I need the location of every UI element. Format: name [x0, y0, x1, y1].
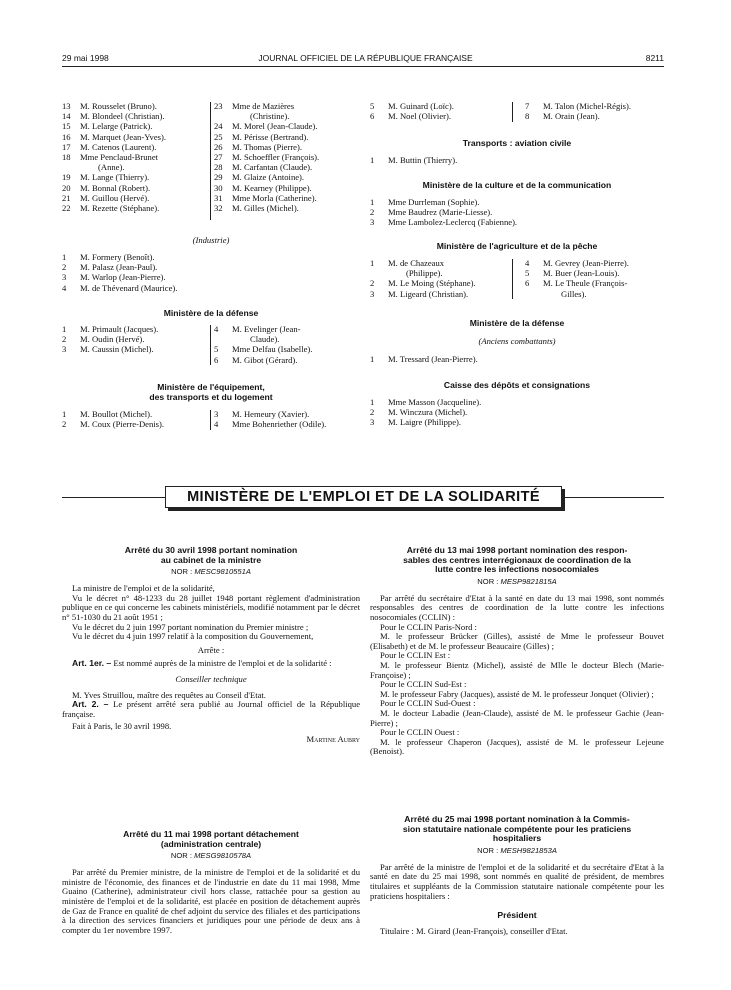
article-title: hospitaliers — [492, 833, 542, 844]
list-item-name: M. Rousselet (Bruno). — [80, 101, 157, 111]
list-item-continuation: (Philippe). — [406, 268, 443, 279]
defense-heading: Ministère de la défense — [163, 308, 259, 318]
list-item-name: M. Boullot (Michel). — [80, 409, 153, 419]
list-item-name: M. Formery (Benoît). — [80, 252, 155, 262]
list-item-number: 27 — [214, 151, 223, 162]
list-item-number: 2 — [370, 278, 375, 289]
transports-list — [370, 155, 664, 165]
list-item-name: M. Marquet (Jean-Yves). — [80, 131, 167, 142]
paragraph: M. le professeur Bientz (Michel), assisté de Mlle le docteur Blech (Marie-Françoise) ; — [370, 659, 664, 680]
list-item — [62, 193, 207, 203]
list-item-number: 6 — [525, 278, 530, 289]
list-item-name: M. Ligeard (Christian). — [388, 288, 469, 299]
list-item-number: 18 — [62, 151, 71, 162]
list-item — [62, 344, 207, 354]
list-item-continuation: (Anne). — [98, 162, 125, 173]
article-title: au cabinet de la ministre — [160, 554, 262, 565]
article-title: sables des centres interrégionaux de coordination de la — [403, 554, 631, 565]
paragraph: M. le professeur Brücker (Gilles), assisté de Mme le professeur Bouvet (Elisabeth) et de M. le professeur Beaucaire (Gilles) ; — [370, 631, 664, 651]
list-item — [62, 152, 207, 162]
list-item — [525, 268, 665, 278]
list-item-number: 31 — [214, 192, 223, 203]
list-item-name: M. Rezette (Stéphane). — [80, 202, 160, 213]
list-item-name: M. Lange (Thierry). — [80, 172, 150, 183]
list-item-name: M. Glaize (Antoine). — [232, 172, 305, 183]
list-item-number: 4 — [525, 258, 530, 268]
list-a-right — [214, 101, 360, 213]
list-item-number: 1 — [370, 397, 375, 407]
list-item — [370, 258, 510, 268]
list-item-name: M. Périsse (Bertrand). — [232, 131, 309, 142]
article-1: Art. 1er. – Est nommé auprès de la ministre de l'emploi et de la solidarité : — [72, 658, 332, 669]
list-item — [214, 183, 360, 193]
equipement-heading-1: Ministère de l'équipement, — [157, 382, 265, 392]
list-item-name: M. Guinard (Loïc). — [388, 101, 454, 111]
list-item-name: Mme Bohenriether (Odile). — [232, 419, 327, 430]
list-item-number: 2 — [62, 419, 67, 430]
list-item-number: 4 — [62, 282, 67, 293]
header-page-number: 8211 — [645, 53, 664, 63]
list-item-number: 3 — [214, 409, 219, 419]
list-item — [214, 193, 360, 203]
article-commission — [370, 815, 664, 936]
list-item-number: 4 — [214, 419, 219, 430]
list-item — [62, 272, 360, 282]
list-item-name: M. Bonnal (Robert). — [80, 182, 151, 193]
list-item-name: M. Buttin (Thierry). — [388, 155, 458, 165]
list-item — [62, 183, 207, 193]
list-item — [214, 142, 360, 152]
list-item-number: 21 — [62, 192, 71, 203]
list-item-number: 2 — [62, 334, 67, 345]
article-title: Arrêté du 13 mai 1998 portant nomination des respon- — [406, 545, 628, 555]
list-item — [214, 121, 360, 131]
list-item — [214, 132, 360, 142]
article-title: (administration centrale) — [160, 838, 262, 849]
list-item-continuation: Claude). — [250, 334, 280, 345]
list-item-number: 3 — [62, 344, 67, 355]
list-item — [370, 354, 664, 364]
arrete-label: Arrête : — [197, 644, 225, 655]
list-item — [370, 207, 664, 217]
list-item-name: Mme Masson (Jacqueline). — [388, 397, 482, 407]
article-title: lutte contre les infections nosocomiales — [435, 564, 599, 575]
list-item-name: M. Blondeel (Christian). — [80, 111, 165, 122]
ministry-banner: MINISTÈRE DE L'EMPLOI ET DE LA SOLIDARITÉ — [165, 486, 562, 508]
list-item-number: 7 — [525, 101, 530, 111]
list-item — [62, 121, 207, 131]
list-item-continuation: (Christine). — [250, 111, 290, 122]
article-title: sion statutaire nationale compétente pour les praticiens — [402, 823, 632, 834]
nor-reference: NOR : MESH9821853A — [477, 845, 557, 855]
list-item-number: 1 — [62, 409, 67, 419]
list-item-number: 3 — [62, 272, 67, 283]
paragraph: La ministre de l'emploi et de la solidarité, — [72, 583, 215, 594]
list-item-name: M. de Thévenard (Maurice). — [80, 282, 178, 293]
equipement-heading-2: des transports et du logement — [149, 392, 273, 402]
article-cclin — [370, 546, 664, 757]
list-item-number: 1 — [370, 354, 375, 364]
paragraph: Par arrêté de la ministre de l'emploi et de la solidarité et du secrétaire d'Etat à la santé en date du 25 mai 1998, sont nommés en qualité de président, de membres titulaires et suppléants de la Commission statutaire nationale compétente pour les praticiens hospitaliers : — [370, 861, 664, 901]
list-item-number: 30 — [214, 182, 223, 193]
paragraph: Par arrêté du secrétaire d'Etat à la santé en date du 13 mai 1998, sont nommés responsables des centres de coordination de la lutte contre les infections nosocomiales (CCLIN) : — [370, 592, 664, 622]
list-item-number: 5 — [214, 344, 219, 355]
paragraph: M. le docteur Labadie (Jean-Claude), assisté de M. le professeur Gachie (Jean-Pierre) ; — [370, 707, 664, 728]
list-item — [62, 334, 207, 344]
list-item-number: 1 — [370, 197, 375, 207]
list-item-name: M. Catenos (Laurent). — [80, 141, 157, 152]
list-item — [214, 409, 360, 419]
list-item — [525, 111, 665, 121]
paragraph: Pour le CCLIN Sud-Est : — [380, 679, 467, 690]
list-item-name: M. Kearney (Philippe). — [232, 182, 312, 193]
equipement-list-right — [214, 409, 360, 429]
culture-heading: Ministère de la culture et de la communication — [422, 180, 612, 190]
nor-reference: NOR : MESG9810578A — [170, 851, 252, 861]
list-item-number: 24 — [214, 121, 223, 132]
column-divider — [210, 325, 211, 365]
list-item-number: 6 — [214, 354, 219, 365]
list-item — [214, 152, 360, 162]
president-heading: Président — [497, 910, 537, 921]
list-item — [62, 101, 207, 111]
list-item-number: 8 — [525, 111, 530, 122]
list-item-name: M. Warlop (Jean-Pierre). — [80, 272, 166, 283]
header-journal-title: JOURNAL OFFICIEL DE LA RÉPUBLIQUE FRANÇAISE — [258, 53, 473, 63]
list-item-name: M. Carfantan (Claude). — [232, 162, 313, 173]
fait-a-paris: Fait à Paris, le 30 avril 1998. — [72, 721, 172, 732]
list-item-name: M. Laigre (Philippe). — [388, 417, 462, 428]
list-item — [62, 132, 207, 142]
list-item-number: 1 — [370, 258, 375, 268]
list-item-name: M. Schoeffler (François). — [232, 151, 320, 162]
list-item — [62, 203, 207, 213]
list-item-name: M. Gevrey (Jean-Pierre). — [543, 258, 629, 268]
list-item-number: 29 — [214, 172, 223, 183]
list-item-name: M. Primault (Jacques). — [80, 324, 159, 334]
paragraph: Par arrêté du Premier ministre, de la ministre de l'emploi et de la solidarité et du ministre de l'économie, des finances et de l'industrie en date du 11 mai 1998, Mme Guaino (Catherine), administrateur civil hors classe, rattachée pour sa gestion au ministère de l'emploi et de la solidarité, est placée en position de détachement auprès de Gaz de France en qualité de chef adjoint du service des filiales et des participations à la direction des services financiers et juridiques pour une période de deux ans à compter du 1er novembre 1997. — [62, 867, 360, 935]
list-item-number: 15 — [62, 121, 71, 132]
list-item — [370, 278, 510, 288]
list-item — [62, 262, 360, 272]
list-item-number: 3 — [370, 288, 375, 299]
list-a-left — [62, 101, 207, 213]
paragraph: Vu le décret du 4 juin 1997 relatif à la composition du Gouvernement, — [72, 631, 314, 642]
list-item-name: Mme Morla (Catherine). — [232, 192, 317, 203]
list-item-name: M. Winczura (Michel). — [388, 407, 468, 418]
culture-list — [370, 197, 664, 228]
list-item-number: 13 — [62, 101, 71, 111]
list-item — [214, 344, 360, 354]
list-item-name: Mme Durrleman (Sophie). — [388, 197, 480, 207]
paragraph: Vu le décret n° 48-1233 du 28 juillet 1948 portant règlement d'administration publique en ce qui concerne les cabinets ministériels, modifié notamment par le décret n° 51-1030 du 21 août 1951 ; — [62, 592, 360, 622]
list-item-number: 3 — [370, 417, 375, 428]
list-item-name: M. Tressard (Jean-Pierre). — [388, 354, 478, 364]
role-title: Conseiller technique — [175, 673, 247, 684]
list-item-number: 28 — [214, 162, 223, 173]
list-item — [62, 111, 207, 121]
list-item-name: M. Coux (Pierre-Denis). — [80, 419, 165, 430]
list-item — [525, 278, 665, 288]
paragraph: Vu le décret du 2 juin 1997 portant nomination du Premier ministre ; — [72, 621, 309, 632]
column-divider — [210, 410, 211, 430]
list-item-number: 19 — [62, 172, 71, 183]
industrie-heading: (Industrie) — [192, 235, 230, 245]
list-item-number: 3 — [370, 217, 375, 228]
list-item-name: M. Le Moing (Stéphane). — [388, 278, 476, 289]
list-item — [370, 417, 664, 427]
list-item — [370, 397, 664, 407]
list-item-name: M. Talon (Michel-Régis). — [543, 101, 632, 111]
list-item-name: M. Caussin (Michel). — [80, 344, 154, 355]
list-item — [370, 155, 664, 165]
paragraph: Pour le CCLIN Ouest : — [380, 727, 460, 738]
list-item — [525, 101, 665, 111]
list-item — [214, 162, 360, 172]
transports-heading: Transports : aviation civile — [462, 138, 572, 148]
list-item-name: Mme Baudrez (Marie-Liesse). — [388, 207, 493, 218]
list-item — [62, 252, 360, 262]
list-item-number: 25 — [214, 131, 223, 142]
list-item-name: Mme de Mazières — [232, 101, 295, 111]
list-item — [214, 203, 360, 213]
list-item-name: Mme Penclaud-Brunet — [80, 151, 159, 162]
list-item — [370, 289, 510, 299]
article-title: Arrêté du 30 avril 1998 portant nomination — [124, 545, 298, 555]
column-divider — [512, 102, 513, 122]
appointee: M. Yves Struillou, maître des requêtes au Conseil d'Etat. — [72, 689, 266, 700]
header-rule — [62, 66, 664, 67]
industrie-list — [62, 252, 360, 293]
list-item-name: M. Gilles (Michel). — [232, 202, 299, 213]
list-item — [214, 419, 360, 429]
column-divider — [210, 102, 211, 220]
list-item-name: M. Noel (Olivier). — [388, 111, 452, 122]
agriculture-list-left — [370, 258, 510, 299]
article-title: Arrêté du 25 mai 1998 portant nomination à la Commis- — [404, 814, 630, 824]
caisse-heading: Caisse des dépôts et consignations — [443, 380, 591, 390]
nor-reference: NOR : MESP9821815A — [477, 576, 557, 586]
list-item-number: 4 — [214, 324, 219, 334]
list-item-number: 1 — [370, 155, 375, 165]
list-item — [214, 101, 360, 111]
list-item-name: M. Evelinger (Jean- — [232, 324, 301, 334]
list-item-continuation: Gilles). — [561, 288, 587, 299]
banner-rule-right — [563, 497, 664, 498]
list-item-number: 1 — [62, 252, 67, 262]
list-item-number: 6 — [370, 111, 375, 122]
list-item-number: 14 — [62, 111, 71, 122]
list-item-name: M. Palasz (Jean-Paul). — [80, 262, 158, 273]
article-2: Art. 2. – Le présent arrêté sera publié au Journal officiel de la République française. — [62, 699, 361, 719]
list-item-name: Mme Delfau (Isabelle). — [232, 344, 313, 355]
defense2-subheading: (Anciens combattants) — [478, 336, 556, 346]
list-item-number: 26 — [214, 141, 223, 152]
list-item-number: 32 — [214, 202, 223, 213]
column-divider — [512, 259, 513, 299]
list-item-name: M. Guillou (Hervé). — [80, 192, 150, 203]
list-item-number: 23 — [214, 101, 223, 111]
list-item-number: 2 — [62, 262, 67, 273]
list-item-number: 22 — [62, 202, 71, 213]
list-item — [370, 101, 515, 111]
list-item — [62, 409, 207, 419]
list-item — [62, 419, 207, 429]
list-item-number: 17 — [62, 141, 71, 152]
article-cabinet — [62, 546, 360, 744]
paragraph: Titulaire : M. Girard (Jean-François), conseiller d'Etat. — [380, 925, 568, 936]
list-item — [62, 142, 207, 152]
paragraph: Pour le CCLIN Sud-Ouest : — [380, 698, 476, 709]
list-item-name: M. Morel (Jean-Claude). — [232, 121, 318, 132]
banner-rule-left — [62, 497, 165, 498]
list-item — [370, 197, 664, 207]
defense2-list — [370, 354, 664, 364]
paragraph: Pour le CCLIN Paris-Nord : — [380, 621, 477, 632]
header-date: 29 mai 1998 — [62, 53, 109, 63]
list-item — [62, 283, 360, 293]
defense-list-right — [214, 324, 360, 365]
defense2-heading: Ministère de la défense — [469, 318, 565, 328]
paragraph: M. le professeur Fabry (Jacques), assisté de M. le professeur Jonquet (Olivier) ; — [380, 688, 654, 699]
list-item-name: M. Thomas (Pierre). — [232, 141, 303, 152]
list-item-name: M. Buer (Jean-Louis). — [543, 268, 620, 279]
list-item — [214, 324, 360, 334]
paragraph: Pour le CCLIN Est : — [380, 650, 451, 661]
nor-reference: NOR : MESC9810551A — [171, 567, 251, 577]
list-item — [525, 258, 665, 268]
list-item-number: 16 — [62, 131, 71, 142]
paragraph: M. le professeur Chaperon (Jacques), assisté de M. le professeur Lejeune (Benoist). — [370, 736, 664, 757]
list-item-number: 20 — [62, 182, 71, 193]
list-item-name: M. Orain (Jean). — [543, 111, 600, 122]
list-item — [214, 172, 360, 182]
agriculture-heading: Ministère de l'agriculture et de la pêche — [436, 241, 598, 251]
list-item-name: M. Le Theule (François- — [543, 278, 628, 289]
list-item — [370, 111, 515, 121]
list-item — [370, 217, 664, 227]
article-detachement — [62, 830, 360, 935]
list-item-number: 1 — [62, 324, 67, 334]
list-item — [62, 324, 207, 334]
list-item-number: 5 — [370, 101, 375, 111]
signature: Martine Aubry — [306, 733, 360, 744]
list-b-right — [525, 101, 665, 121]
defense-list-left — [62, 324, 207, 355]
list-item-number: 2 — [370, 207, 375, 218]
list-item-name: M. Lelarge (Patrick). — [80, 121, 153, 132]
caisse-list — [370, 397, 664, 428]
equipement-list-left — [62, 409, 207, 429]
agriculture-list-right — [525, 258, 665, 299]
list-item-number: 5 — [525, 268, 530, 279]
list-item-name: M. Oudin (Hervé). — [80, 334, 145, 345]
list-item-number: 2 — [370, 407, 375, 418]
list-b-left — [370, 101, 515, 121]
list-item-name: Mme Lambolez-Leclercq (Fabienne). — [388, 217, 518, 228]
list-item-name: M. de Chazeaux — [388, 258, 445, 268]
list-item-name: M. Gibot (Gérard). — [232, 354, 298, 365]
article-title: Arrêté du 11 mai 1998 portant détachement — [123, 829, 299, 839]
list-item — [62, 172, 207, 182]
list-item-name: M. Hemeury (Xavier). — [232, 409, 310, 419]
list-item — [370, 407, 664, 417]
list-item — [214, 355, 360, 365]
